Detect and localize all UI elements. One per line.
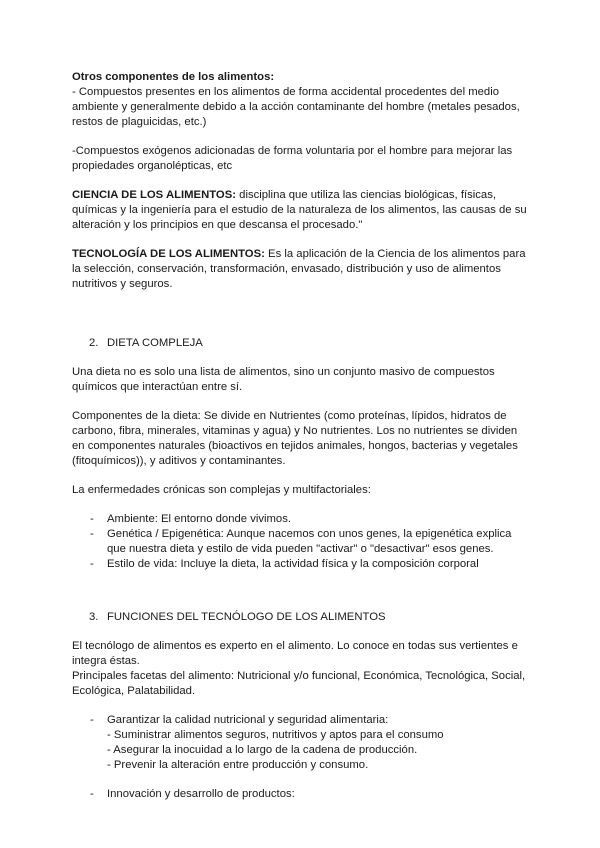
dash-marker: - bbox=[90, 714, 94, 726]
dash-marker: - bbox=[90, 558, 94, 570]
bullet-text: Estilo de vida: Incluye la dieta, la actividad física y la composición corporal bbox=[107, 558, 479, 570]
ciencia-paragraph bbox=[72, 188, 532, 233]
section-3-paragraph-2: Principales facetas del alimento: Nutricional y/o funcional, Económica, Tecnológica, Social, Ecológica, Palatabilidad. bbox=[72, 670, 526, 697]
section-2-title: DIETA COMPLEJA bbox=[107, 337, 203, 349]
section-3-heading bbox=[72, 610, 532, 625]
bullet-text: Innovación y desarrollo de productos: bbox=[107, 788, 295, 800]
tecnologia-paragraph bbox=[72, 247, 532, 292]
bullet-text: Genética / Epigenética: Aunque nacemos con unos genes, la epigenética explica que nuestra dieta y estilo de vida pueden "activar" o "desactivar" esos genes. bbox=[107, 528, 512, 555]
ciencia-text: disciplina que utiliza las ciencias biológicas, físicas, químicas y la ingeniería para el estudio de la naturaleza de los alimentos, las causas de su alteración y los principios en que descansa el procesado." bbox=[72, 189, 527, 231]
list-item bbox=[72, 527, 532, 557]
section-3-title: FUNCIONES DEL TECNÓLOGO DE LOS ALIMENTOS bbox=[107, 611, 386, 623]
section-3-bullet-list-1 bbox=[72, 713, 532, 728]
bullet-text: Ambiente: El entorno donde vivimos. bbox=[107, 513, 291, 525]
list-item bbox=[72, 713, 532, 728]
list-item bbox=[72, 787, 532, 802]
sub-item: - Asegurar la inocuidad a lo largo de la cadena de producción. bbox=[107, 744, 418, 756]
bullet-text: Garantizar la calidad nutricional y seguridad alimentaria: bbox=[107, 714, 389, 726]
dash-marker: - bbox=[90, 513, 94, 525]
section-2-bullet-list bbox=[72, 512, 532, 572]
tecnologia-text: Es la aplicación de la Ciencia de los alimentos para la selección, conservación, transformación, envasado, distribución y uso de alimentos nutritivos y seguros. bbox=[72, 248, 526, 290]
section-2-paragraph-1: Una dieta no es solo una lista de alimentos, sino un conjunto masivo de compuestos químicos que interactúan entre sí. bbox=[72, 366, 495, 393]
otros-title: Otros componentes de los alimentos: bbox=[72, 71, 275, 83]
otros-item-exogenos: -Compuestos exógenos adicionadas de forma voluntaria por el hombre para mejorar las propiedades organolépticas, etc bbox=[72, 145, 513, 172]
dash-marker: - bbox=[90, 528, 94, 540]
document-page bbox=[72, 70, 532, 802]
section-2-paragraph-3: La enfermedades crónicas son complejas y multifactoriales: bbox=[72, 484, 371, 496]
section-2-heading bbox=[72, 336, 532, 351]
section-3-bullet-list-2 bbox=[72, 787, 532, 802]
section-3-paragraph-1: El tecnólogo de alimentos es experto en el alimento. Lo conoce en todas sus vertientes e integra éstas. bbox=[72, 640, 518, 667]
ciencia-term: CIENCIA DE LOS ALIMENTOS: bbox=[72, 189, 237, 201]
section-3-number: 3. bbox=[89, 611, 99, 623]
tecnologia-term: TECNOLOGÍA DE LOS ALIMENTOS: bbox=[72, 248, 265, 260]
section-2-paragraph-2: Componentes de la dieta: Se divide en Nutrientes (como proteínas, lípidos, hidratos de carbono, fibra, minerales, vitaminas y agua) y No nutrientes. Los no nutrientes se dividen en componentes naturales (bioactivos en tejidos animales, hongos, bacterias y vegetales (fitoquímicos)), y aditivos y contaminantes. bbox=[72, 410, 518, 467]
sub-item: - Suministrar alimentos seguros, nutritivos y aptos para el consumo bbox=[107, 729, 444, 741]
dash-marker: - bbox=[90, 788, 94, 800]
list-item bbox=[72, 557, 532, 572]
section-2-number: 2. bbox=[89, 337, 99, 349]
sub-item: - Prevenir la alteración entre producción y consumo. bbox=[107, 759, 369, 771]
list-item bbox=[72, 512, 532, 527]
otros-item-accidental: - Compuestos presentes en los alimentos de forma accidental procedentes del medio ambiente y generalmente debido a la acción contaminante del hombre (metales pesados, restos de plaguicidas, etc.) bbox=[72, 86, 520, 128]
